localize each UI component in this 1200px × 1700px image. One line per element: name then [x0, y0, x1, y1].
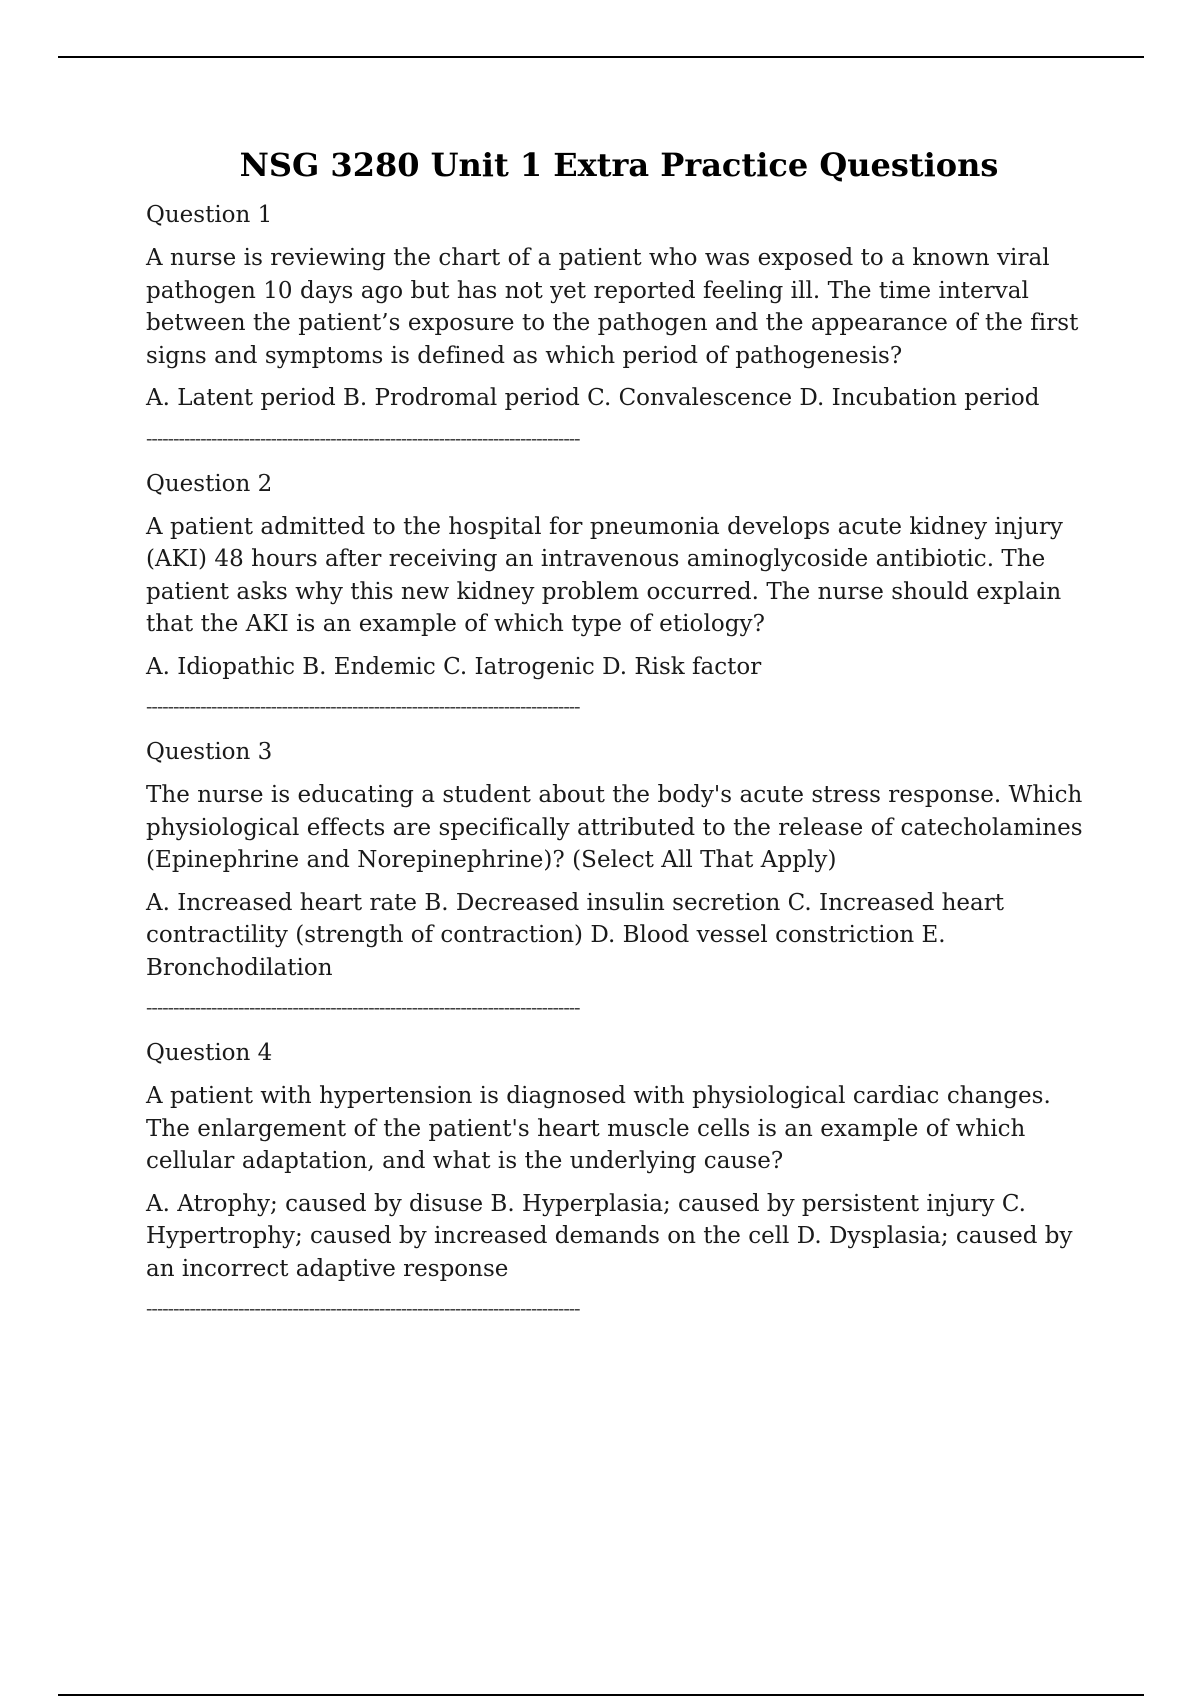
- question-label: Question 1: [146, 202, 273, 228]
- question-label: Question 4: [146, 1040, 273, 1066]
- question-1: [146, 198, 1096, 455]
- document-body: [146, 140, 1096, 1325]
- page-title: NSG 3280 Unit 1 Extra Practice Questions: [239, 146, 999, 184]
- question-options: A. Idiopathic B. Endemic C. Iatrogenic D. Risk factor: [146, 653, 762, 680]
- question-text: A nurse is reviewing the chart of a patient who was exposed to a known viral pathogen 10 days ago but has not yet reported feeling ill. The time interval between the patient’s exposure to the pathogen and the appearance of the first signs and symptoms is defined as which period of pathogenesis?: [146, 245, 1079, 369]
- question-2: [146, 467, 1096, 724]
- question-options: A. Increased heart rate B. Decreased insulin secretion C. Increased heart contractility (strength of contraction) D. Blood vessel constriction E. Bronchodilation: [146, 889, 1004, 981]
- bottom-rule: [58, 1694, 1144, 1696]
- question-separator: --------------------------------------------------------------------------------: [146, 696, 580, 718]
- question-text: A patient with hypertension is diagnosed with physiological cardiac changes. The enlargement of the patient's heart muscle cells is an example of which cellular adaptation, and what is the underlying cause?: [146, 1083, 1051, 1174]
- question-text: The nurse is educating a student about the body's acute stress response. Which physiological effects are specifically attributed to the release of catecholamines (Epinephrine and Norepinephrine)? (Select All That Apply): [146, 782, 1083, 873]
- question-options: A. Latent period B. Prodromal period C. Convalescence D. Incubation period: [146, 385, 1040, 411]
- question-label: Question 2: [146, 470, 273, 497]
- question-text: A patient admitted to the hospital for pneumonia develops acute kidney injury (AKI) 48 hours after receiving an intravenous aminoglycoside antibiotic. The patient asks why this new kidney problem occurred. The nurse should explain that the AKI is an example of which type of etiology?: [146, 513, 1063, 637]
- question-options: A. Atrophy; caused by disuse B. Hyperplasia; caused by persistent injury C. Hypertrophy; caused by increased demands on the cell D. Dysplasia; caused by an incorrect adaptive response: [146, 1190, 1073, 1282]
- question-3: [146, 735, 1096, 1024]
- top-rule: [58, 56, 1144, 58]
- question-4: [146, 1036, 1096, 1325]
- question-separator: --------------------------------------------------------------------------------: [146, 1298, 580, 1320]
- question-label: Question 3: [146, 739, 273, 765]
- question-separator: --------------------------------------------------------------------------------: [146, 997, 580, 1019]
- question-separator: --------------------------------------------------------------------------------: [146, 427, 580, 450]
